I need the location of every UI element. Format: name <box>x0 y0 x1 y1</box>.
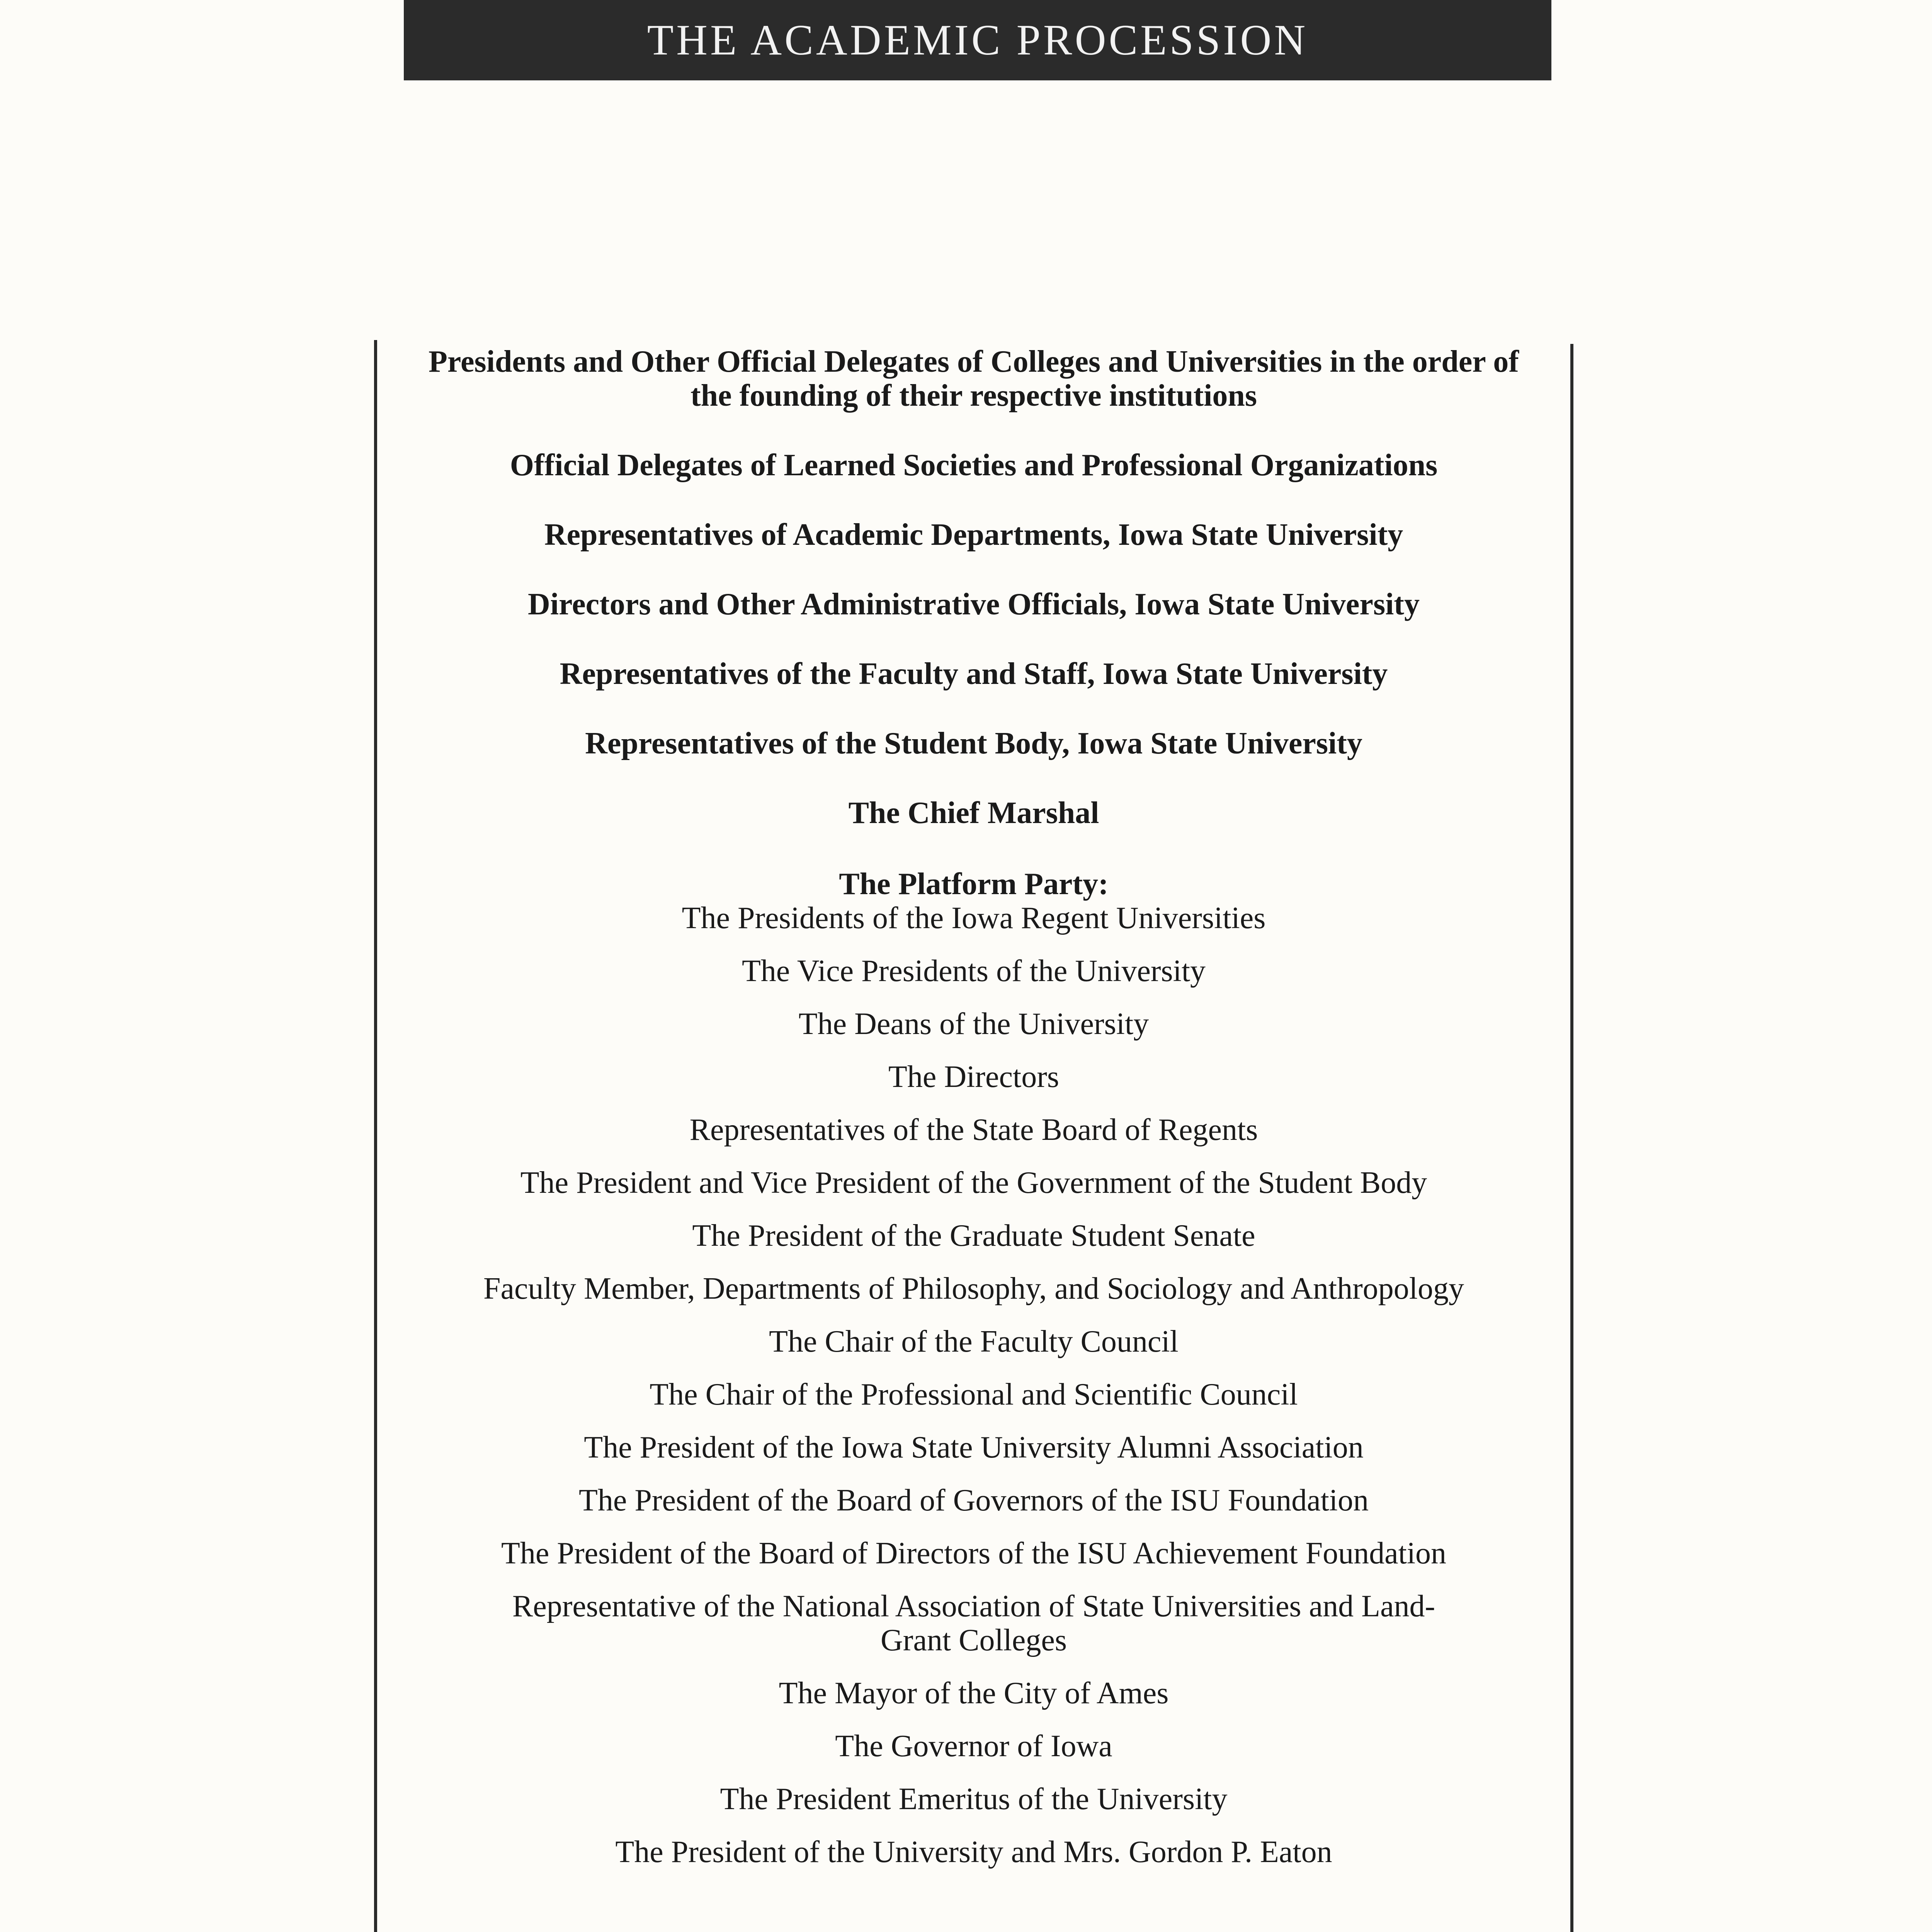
platform-party-heading: The Platform Party: <box>839 867 1109 901</box>
procession-content <box>402 345 1546 1888</box>
page-title: THE ACADEMIC PROCESSION <box>647 16 1308 64</box>
platform-party-member: The President and Vice President of the Government of the Student Body <box>520 1166 1427 1200</box>
platform-party-list <box>402 901 1546 1869</box>
procession-group: Representatives of the Faculty and Staff, Iowa State University <box>560 657 1388 691</box>
platform-party-member: The Deans of the University <box>798 1007 1149 1041</box>
platform-party-member: The Governor of Iowa <box>835 1729 1112 1763</box>
platform-party-member: The Mayor of the City of Ames <box>779 1676 1169 1710</box>
procession-group: Representatives of Academic Departments, Iowa State University <box>544 518 1403 552</box>
platform-party-member: The Vice Presidents of the University <box>742 954 1206 988</box>
platform-party-member: Faculty Member, Departments of Philosophy, and Sociology and Anthropology <box>483 1272 1464 1306</box>
header-bar <box>404 0 1551 80</box>
platform-party-member: The Presidents of the Iowa Regent Universities <box>682 901 1266 935</box>
platform-party-member: The Chair of the Faculty Council <box>769 1325 1179 1359</box>
platform-party-member: The President of the Graduate Student Senate <box>692 1219 1255 1253</box>
right-vertical-rule <box>1570 344 1573 1932</box>
procession-group: Directors and Other Administrative Officials, Iowa State University <box>528 587 1420 621</box>
platform-party-member: Representative of the National Association of State Universities and Land-Grant Colleges <box>512 1589 1435 1657</box>
platform-party-member: The President of the Board of Governors of the ISU Foundation <box>578 1483 1369 1517</box>
procession-group: Representatives of the Student Body, Iowa State University <box>585 726 1362 760</box>
procession-groups <box>402 345 1546 830</box>
procession-group: Official Delegates of Learned Societies and Professional Organizations <box>510 448 1438 482</box>
platform-party-member: Representatives of the State Board of Regents <box>689 1113 1258 1147</box>
procession-group: Presidents and Other Official Delegates of Colleges and Universities in the order of the founding of their respective institutions <box>429 345 1519 413</box>
platform-party-member: The Chair of the Professional and Scientific Council <box>650 1378 1298 1412</box>
platform-party-member: The Directors <box>888 1060 1060 1094</box>
platform-party-member: The President of the Iowa State University Alumni Association <box>584 1430 1364 1464</box>
platform-party-member: The President Emeritus of the University <box>720 1782 1228 1816</box>
platform-party-member: The President of the University and Mrs. Gordon P. Eaton <box>615 1835 1332 1869</box>
platform-party-member: The President of the Board of Directors of the ISU Achievement Foundation <box>501 1536 1447 1570</box>
procession-group: The Chief Marshal <box>848 796 1099 830</box>
left-vertical-rule <box>374 340 377 1932</box>
